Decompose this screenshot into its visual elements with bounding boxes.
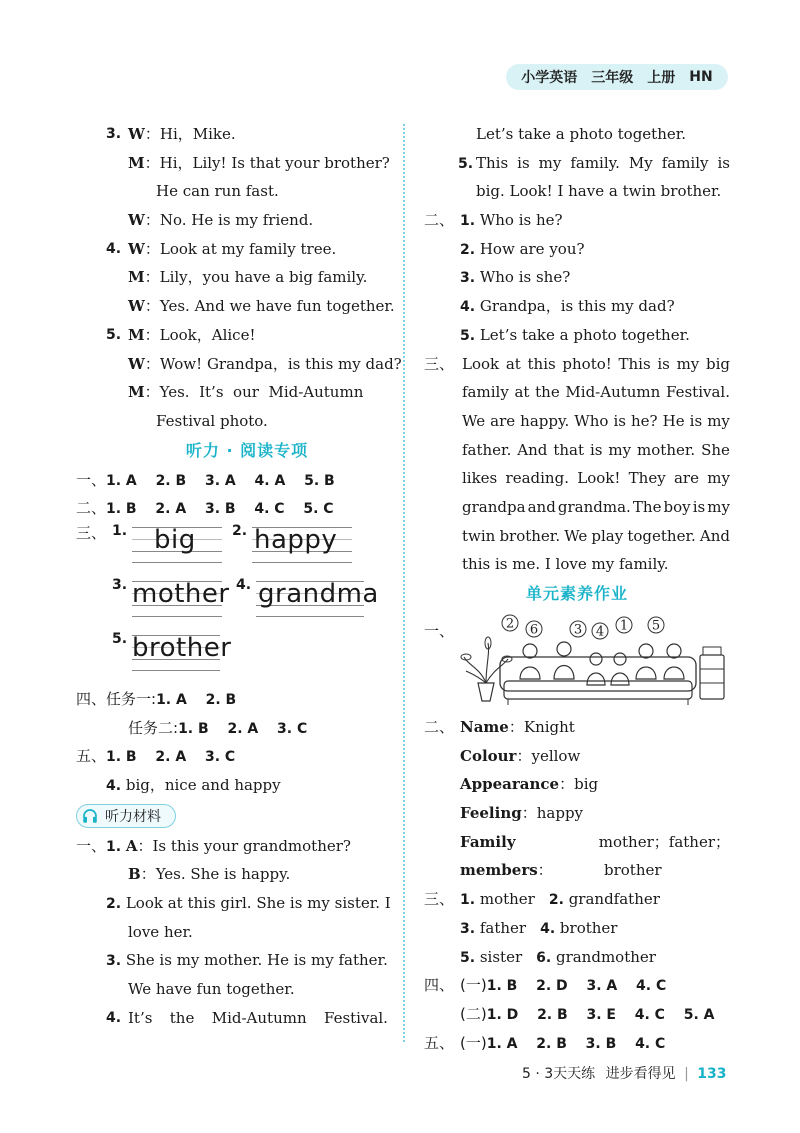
picture-number: 2 [505, 616, 515, 632]
word: father. [462, 440, 512, 459]
word: twin [462, 526, 496, 545]
justified-line [476, 149, 730, 178]
word: And [699, 526, 730, 545]
dialog-line: Festival photo. [156, 411, 268, 430]
justified-line [462, 407, 730, 436]
handwriting-answer: 5. brother [112, 631, 242, 675]
page-number: 133 [697, 1066, 727, 1082]
word: It’s [128, 1008, 153, 1027]
header-edition: HN [689, 69, 713, 85]
family-photo-illustration [460, 613, 726, 709]
page-footer [522, 1063, 726, 1083]
handwriting-row: 三、 1. big 2. happy [76, 523, 388, 577]
answer-line: 五、 (一)1. A 2. B 3. B 4. C [424, 1033, 666, 1052]
material-line: We have fun together. [128, 980, 295, 999]
section-title-listening-reading: 听力 · 阅读专项 [185, 440, 309, 460]
material-line: 2. Look at this girl. She is my sister. I [106, 894, 391, 913]
dialog-line: W：Wow! Grandpa，is this my dad? [128, 354, 402, 373]
picture-number: 5 [651, 618, 661, 634]
word: is [517, 153, 530, 172]
word: my [608, 440, 632, 459]
handwriting-answer: 4. grandma [236, 577, 386, 621]
word: that [553, 440, 585, 459]
word: this [527, 354, 556, 373]
picture-number: 1 [619, 618, 629, 634]
passage-line [424, 436, 730, 465]
header-grade: 三年级 [591, 70, 634, 86]
form-line-colour: Colour：yellow [460, 746, 581, 765]
material-line: B：Yes. She is happy. [128, 865, 291, 884]
word: is [689, 411, 703, 430]
word: at [514, 383, 530, 402]
justified-line [462, 378, 730, 407]
word: play [591, 526, 624, 545]
dialog-line: Let’s take a photo together. [476, 125, 687, 143]
word: at [505, 354, 521, 373]
handwriting-answer: 2. happy [232, 523, 372, 567]
dialog-line: 5. This is my family. My family is [424, 149, 730, 178]
word: Look! [577, 469, 621, 488]
word: Festival. [323, 1008, 388, 1027]
headphones-icon [81, 807, 99, 825]
word: is [589, 440, 603, 459]
dialog-line: M：Lily，you have a big family. [128, 268, 368, 287]
family-picture-row: 一、 2 6 3 4 1 5 [424, 609, 730, 713]
justified-line [462, 522, 730, 551]
word: he? [630, 411, 658, 430]
word: is [613, 411, 626, 430]
word: And [517, 440, 548, 459]
material-line: 3. She is my mother. He is my father. [106, 951, 388, 970]
handwriting-row [76, 577, 388, 631]
passage-line: this is me. I love my family. [462, 555, 669, 574]
header-subject: 小学英语 [521, 70, 578, 86]
word: We [564, 526, 588, 545]
word: reading. [505, 469, 569, 488]
word: and [527, 497, 556, 516]
passage-line [424, 522, 730, 551]
word: grandpa [462, 497, 526, 516]
justified-line [462, 464, 730, 493]
form-line-members: Family members： mother； father； [460, 832, 730, 880]
word: the [535, 383, 560, 402]
material-line: 一、 1. A：Is this your grandmother? [76, 836, 351, 855]
word: My [628, 153, 653, 172]
word: The [632, 497, 662, 516]
handwriting-row [76, 631, 388, 685]
word: Look [462, 354, 500, 373]
passage-line [424, 464, 730, 493]
answer-row-4: 四、 任务一:1. A 2. B [76, 689, 237, 708]
word: family [462, 383, 509, 402]
justified-line [462, 350, 730, 379]
word: He [662, 411, 685, 430]
word: together. [627, 526, 696, 545]
section-title-unit-homework: 单元素养作业 [525, 584, 628, 603]
form-line-members-2: brother [604, 861, 662, 880]
word: photo! [562, 354, 612, 373]
word: Mid-Autumn [565, 383, 661, 402]
answer-line: 4. Grandpa，is this my dad? [460, 297, 675, 316]
word: mother. [637, 440, 696, 459]
justified-line [462, 493, 730, 522]
footer-slogan: 进步看得见 [605, 1066, 676, 1082]
answer-line: 2. How are you? [460, 239, 585, 258]
word: is [692, 497, 706, 516]
word: likes [462, 469, 498, 488]
word: my [538, 153, 562, 172]
picture-number: 4 [595, 624, 605, 640]
answer-line: (二)1. D 2. B 3. E 4. C 5. A [460, 1004, 715, 1023]
picture-number: 3 [573, 622, 583, 638]
handwriting-answer: 3. mother [112, 577, 242, 621]
dialog-line: W：Yes. And we have fun together. [128, 297, 395, 316]
answer-line: 二、 1. Who is he? [424, 211, 563, 230]
word: is [657, 354, 670, 373]
word: happy. [520, 411, 570, 430]
answer-row-4b: 任务二:1. B 2. A 3. C [128, 718, 308, 737]
audio-material-label: 听力材料 [76, 804, 176, 828]
dialog-line: W：No. He is my friend. [128, 211, 314, 230]
word: This [476, 153, 509, 172]
answer-row-5: 五、 1. B 2. A 3. C [76, 747, 236, 766]
word: boy [663, 497, 691, 516]
dialog-line: 3. W：Hi，Mike. [106, 125, 236, 143]
word: She [701, 440, 730, 459]
passage-line [424, 378, 730, 407]
answer-line: 5. sister 6. grandmother [460, 947, 656, 966]
answer-row-1: 一、 1. A 2. B 3. A 4. A 5. B [76, 470, 335, 489]
footer-separator: | [684, 1066, 689, 1082]
form-line-appearance: Appearance：big [460, 775, 599, 794]
word: We [462, 411, 486, 430]
word: family [661, 153, 709, 172]
material-line: love her. [128, 922, 193, 941]
justified-line [462, 436, 730, 465]
dialog-line: M：Yes. It’s our Mid-Autumn [128, 383, 364, 402]
footer-brand: 5 · 3天天练 [522, 1066, 596, 1082]
handwriting-answer: 1. big [112, 523, 232, 567]
answer-line: 三、 1. mother 2. grandfather [424, 890, 660, 909]
word: Festival. [666, 383, 730, 402]
answer-row-5b: 4. big，nice and happy [106, 776, 281, 794]
answer-line: 四、 (一)1. B 2. D 3. A 4. C [424, 976, 667, 995]
dialog-line: M：Hi，Lily! Is that your brother? [128, 153, 390, 172]
word: my [707, 411, 730, 430]
form-line-feeling: Feeling：happy [460, 804, 584, 823]
column-divider [403, 124, 405, 1042]
answer-line: 5. Let’s take a photo together. [460, 325, 690, 344]
material-line: 4. It’s the Mid-Autumn Festival. [76, 1004, 388, 1033]
word: my [676, 354, 700, 373]
justified-line [128, 1004, 388, 1033]
form-line-name: 二、 Name：Knight [424, 718, 575, 736]
answer-line: 3. father 4. brother [460, 918, 618, 937]
passage-line [424, 407, 730, 436]
answer-row-2: 二、 1. B 2. A 3. B 4. C 5. C [76, 499, 334, 518]
word: Who [574, 411, 609, 430]
dialog-line: big. Look! I have a twin brother. [476, 182, 722, 201]
word: family. [570, 153, 620, 172]
answer-line: 3. Who is she? [460, 268, 571, 287]
word: This [618, 354, 651, 373]
right-column [424, 120, 730, 1057]
dialog-line: He can run fast. [156, 182, 279, 201]
word: the [169, 1008, 195, 1027]
passage-line [424, 493, 730, 522]
header-volume: 上册 [647, 70, 676, 86]
left-column [76, 120, 402, 1033]
passage-line: 三、 Look at this photo! This is my big [424, 350, 730, 379]
dialog-line: 4. W：Look at my family tree. [106, 239, 337, 258]
word: my [707, 469, 730, 488]
word: grandma. [557, 497, 631, 516]
word: Mid-Autumn [211, 1008, 307, 1027]
word: is [717, 153, 730, 172]
word: are [673, 469, 699, 488]
word: are [490, 411, 516, 430]
word: They [628, 469, 666, 488]
word: my [707, 497, 730, 516]
picture-number: 6 [529, 622, 539, 638]
word: brother. [499, 526, 561, 545]
dialog-line: 5. M：Look，Alice! [106, 325, 256, 344]
header-badge [506, 64, 728, 90]
word: big [705, 354, 730, 373]
